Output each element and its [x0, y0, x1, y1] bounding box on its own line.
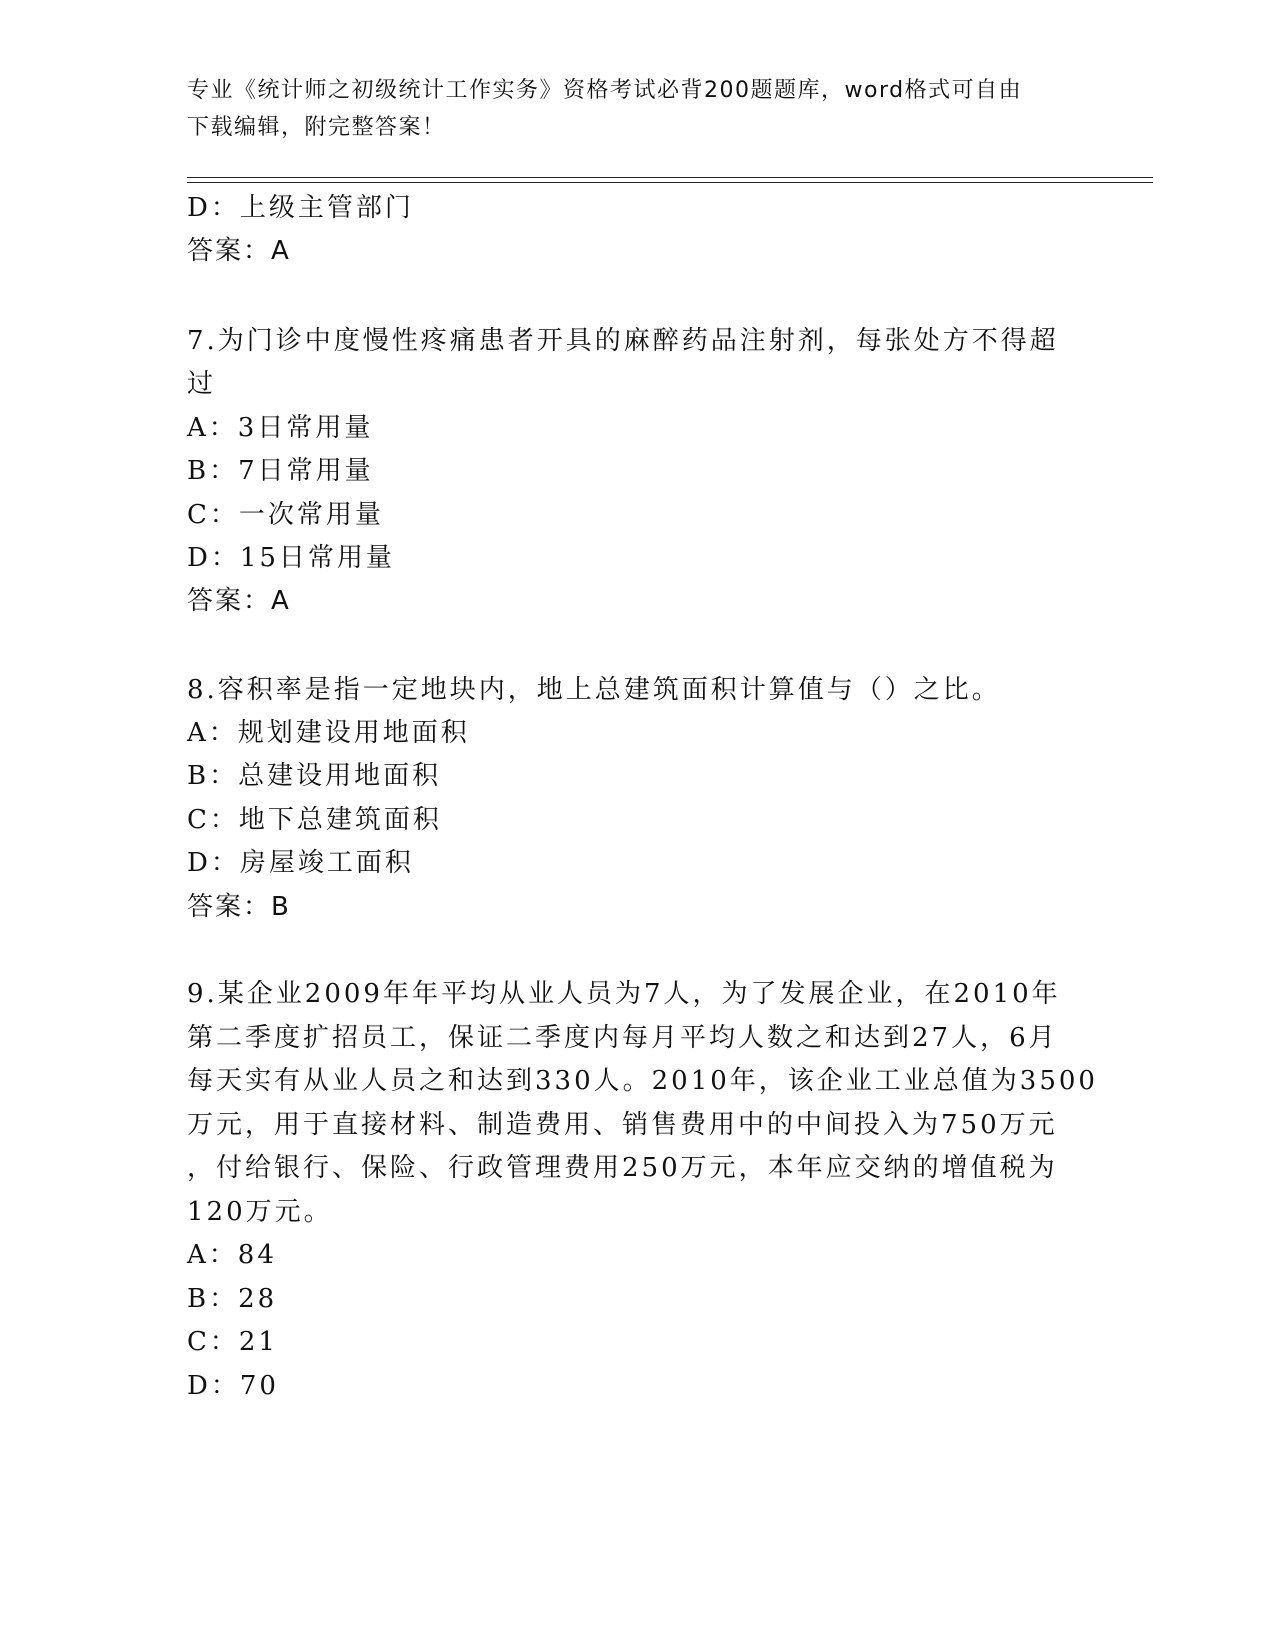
- q8-option-d: D：房屋竣工面积: [187, 848, 414, 878]
- q9-stem-line-1: 9.某企业2009年年平均从业人员为7人，为了发展企业，在2010年: [187, 979, 1061, 1009]
- q9-stem-line-5: ，付给银行、保险、行政管理费用250万元，本年应交纳的增值税为: [187, 1153, 1058, 1183]
- header-rule-top: [187, 177, 1153, 178]
- q7-option-d: D：15日常用量: [187, 543, 395, 573]
- prev-option-d: D：上级主管部门: [187, 193, 414, 223]
- q9-stem-line-6: 120万元。: [187, 1197, 333, 1227]
- q9-option-b: B：28: [187, 1284, 278, 1314]
- q7-stem-line-1: 7.为门诊中度慢性疼痛患者开具的麻醉药品注射剂，每张处方不得超: [187, 326, 1059, 356]
- q8-option-c: C：地下总建筑面积: [187, 805, 442, 835]
- prev-answer: 答案：A: [187, 236, 291, 266]
- q7-answer: 答案：A: [187, 586, 291, 616]
- header-title-line-1: 专业《统计师之初级统计工作实务》资格考试必背200题题库，word格式可自由: [187, 78, 1023, 103]
- q7-option-a: A：3日常用量: [187, 413, 374, 443]
- q8-answer: 答案：B: [187, 892, 291, 922]
- q7-stem-line-2: 过: [187, 369, 217, 399]
- document-header: [187, 72, 1087, 146]
- q7-option-b: B：7日常用量: [187, 456, 374, 486]
- q8-option-b: B：总建设用地面积: [187, 761, 442, 791]
- q9-option-c: C：21: [187, 1327, 278, 1357]
- q7-option-c: C：一次常用量: [187, 500, 384, 530]
- q9-option-d: D：70: [187, 1371, 279, 1401]
- header-rule-bottom: [187, 182, 1153, 183]
- q9-stem-line-4: 万元，用于直接材料、制造费用、销售费用中的中间投入为750万元: [187, 1110, 1058, 1140]
- q9-stem-line-2: 第二季度扩招员工，保证二季度内每月平均人数之和达到27人，6月: [187, 1023, 1058, 1053]
- q8-option-a: A：规划建设用地面积: [187, 718, 470, 748]
- q9-stem-line-3: 每天实有从业人员之和达到330人。2010年，该企业工业总值为3500: [187, 1066, 1098, 1096]
- q8-stem: 8.容积率是指一定地块内，地上总建筑面积计算值与（）之比。: [187, 675, 1001, 705]
- header-title-line-2: 下载编辑，附完整答案！: [187, 115, 446, 140]
- q9-option-a: A：84: [187, 1240, 277, 1270]
